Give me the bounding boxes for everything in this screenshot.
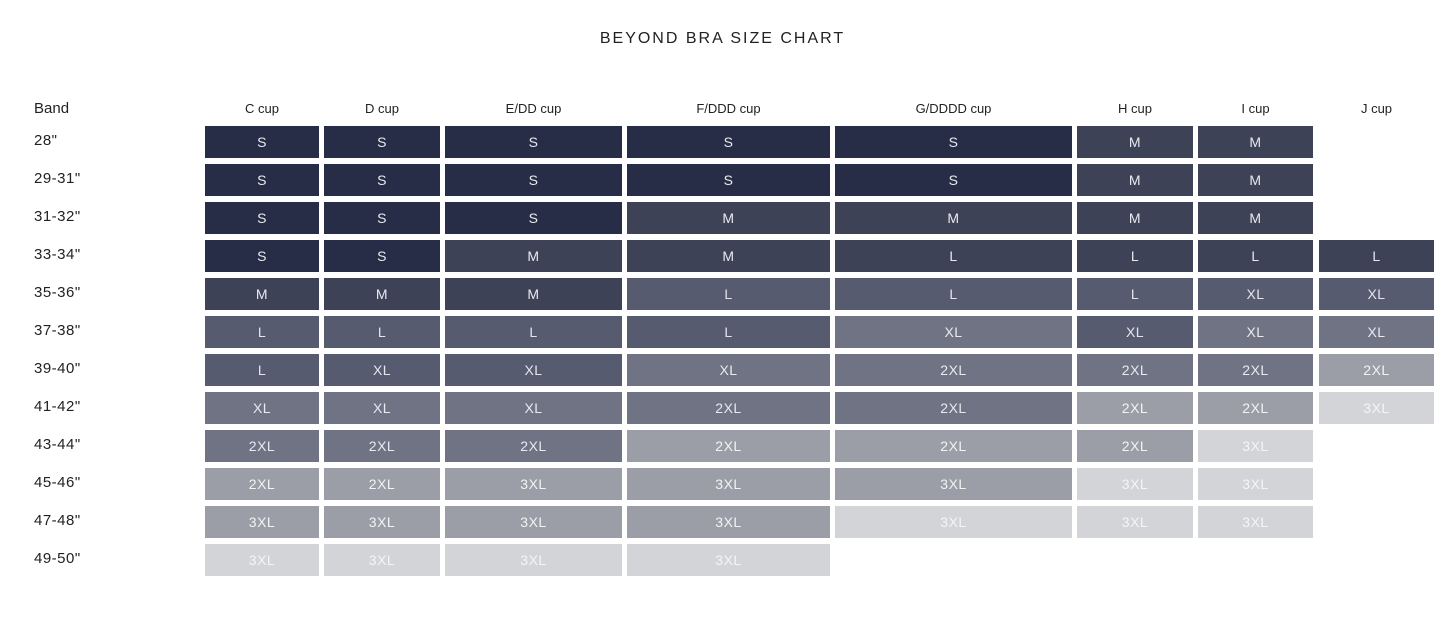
size-cell-r10-c1: 2XL (205, 468, 319, 500)
column-header-1: C cup (245, 101, 279, 116)
size-cell-r3-c2: S (324, 202, 440, 234)
column-header-7: I cup (1241, 101, 1270, 116)
size-cell-r3-c1: S (205, 202, 319, 234)
size-cell-r3-c5: M (835, 202, 1072, 234)
size-cell-r8-c2: XL (324, 392, 440, 424)
size-cell-r4-c4: M (627, 240, 830, 272)
size-cell-r11-c1: 3XL (205, 506, 319, 538)
size-cell-r7-c7: 2XL (1198, 354, 1313, 386)
size-cell-r8-c5: 2XL (835, 392, 1072, 424)
band-label-5: 35-36" (34, 284, 81, 301)
size-cell-r3-c3: S (445, 202, 622, 234)
size-cell-r12-c2: 3XL (324, 544, 440, 576)
size-cell-r8-c1: XL (205, 392, 319, 424)
size-cell-r5-c1: M (205, 278, 319, 310)
band-header: Band (34, 100, 70, 117)
size-cell-r8-c8: 3XL (1319, 392, 1434, 424)
size-cell-r4-c2: S (324, 240, 440, 272)
size-cell-r3-c7: M (1198, 202, 1313, 234)
size-cell-r9-c5: 2XL (835, 430, 1072, 462)
size-cell-r10-c6: 3XL (1077, 468, 1193, 500)
band-label-8: 41-42" (34, 398, 81, 415)
size-cell-r1-c3: S (445, 126, 622, 158)
size-cell-r4-c3: M (445, 240, 622, 272)
size-cell-r2-c6: M (1077, 164, 1193, 196)
size-cell-r9-c7: 3XL (1198, 430, 1313, 462)
band-label-10: 45-46" (34, 474, 81, 491)
band-label-6: 37-38" (34, 322, 81, 339)
size-cell-r3-c6: M (1077, 202, 1193, 234)
size-cell-r6-c2: L (324, 316, 440, 348)
size-cell-r2-c3: S (445, 164, 622, 196)
band-label-3: 31-32" (34, 208, 81, 225)
size-cell-r5-c5: L (835, 278, 1072, 310)
size-cell-r12-c4: 3XL (627, 544, 830, 576)
size-cell-r6-c5: XL (835, 316, 1072, 348)
size-cell-r2-c7: M (1198, 164, 1313, 196)
size-cell-r4-c8: L (1319, 240, 1434, 272)
size-cell-r7-c4: XL (627, 354, 830, 386)
size-cell-r4-c5: L (835, 240, 1072, 272)
size-cell-r2-c1: S (205, 164, 319, 196)
size-cell-r1-c1: S (205, 126, 319, 158)
size-cell-r6-c1: L (205, 316, 319, 348)
size-cell-r7-c2: XL (324, 354, 440, 386)
size-cell-r5-c3: M (445, 278, 622, 310)
size-cell-r10-c3: 3XL (445, 468, 622, 500)
size-cell-r2-c2: S (324, 164, 440, 196)
size-cell-r2-c4: S (627, 164, 830, 196)
size-cell-r9-c3: 2XL (445, 430, 622, 462)
size-cell-r6-c4: L (627, 316, 830, 348)
band-label-1: 28" (34, 132, 58, 149)
band-label-11: 47-48" (34, 512, 81, 529)
size-cell-r8-c6: 2XL (1077, 392, 1193, 424)
size-cell-r11-c2: 3XL (324, 506, 440, 538)
size-cell-r12-c1: 3XL (205, 544, 319, 576)
size-cell-r1-c7: M (1198, 126, 1313, 158)
size-cell-r1-c6: M (1077, 126, 1193, 158)
size-cell-r6-c3: L (445, 316, 622, 348)
size-cell-r5-c6: L (1077, 278, 1193, 310)
band-label-4: 33-34" (34, 246, 81, 263)
size-cell-r7-c8: 2XL (1319, 354, 1434, 386)
size-cell-r7-c5: 2XL (835, 354, 1072, 386)
size-cell-r1-c5: S (835, 126, 1072, 158)
size-cell-r9-c4: 2XL (627, 430, 830, 462)
size-cell-r9-c6: 2XL (1077, 430, 1193, 462)
column-header-4: F/DDD cup (696, 101, 761, 116)
chart-title: BEYOND BRA SIZE CHART (599, 30, 846, 47)
size-cell-r10-c2: 2XL (324, 468, 440, 500)
size-cell-r8-c7: 2XL (1198, 392, 1313, 424)
size-cell-r2-c5: S (835, 164, 1072, 196)
size-cell-r8-c3: XL (445, 392, 622, 424)
size-cell-r10-c4: 3XL (627, 468, 830, 500)
band-label-9: 43-44" (34, 436, 81, 453)
band-label-12: 49-50" (34, 550, 81, 567)
size-cell-r4-c7: L (1198, 240, 1313, 272)
size-cell-r10-c5: 3XL (835, 468, 1072, 500)
size-cell-r6-c6: XL (1077, 316, 1193, 348)
size-cell-r10-c7: 3XL (1198, 468, 1313, 500)
size-cell-r7-c3: XL (445, 354, 622, 386)
size-cell-r1-c2: S (324, 126, 440, 158)
size-cell-r5-c2: M (324, 278, 440, 310)
size-cell-r9-c1: 2XL (205, 430, 319, 462)
column-header-3: E/DD cup (505, 101, 562, 116)
size-cell-r11-c4: 3XL (627, 506, 830, 538)
size-cell-r11-c7: 3XL (1198, 506, 1313, 538)
size-cell-r1-c4: S (627, 126, 830, 158)
size-cell-r11-c5: 3XL (835, 506, 1072, 538)
size-cell-r12-c3: 3XL (445, 544, 622, 576)
size-cell-r6-c7: XL (1198, 316, 1313, 348)
column-header-2: D cup (365, 101, 399, 116)
size-cell-r7-c6: 2XL (1077, 354, 1193, 386)
size-cell-r5-c4: L (627, 278, 830, 310)
size-cell-r9-c2: 2XL (324, 430, 440, 462)
band-label-7: 39-40" (34, 360, 81, 377)
size-cell-r6-c8: XL (1319, 316, 1434, 348)
size-cell-r4-c6: L (1077, 240, 1193, 272)
size-cell-r5-c8: XL (1319, 278, 1434, 310)
size-cell-r3-c4: M (627, 202, 830, 234)
column-header-8: J cup (1360, 101, 1393, 116)
size-cell-r5-c7: XL (1198, 278, 1313, 310)
size-cell-r4-c1: S (205, 240, 319, 272)
column-header-6: H cup (1118, 101, 1152, 116)
size-cell-r11-c3: 3XL (445, 506, 622, 538)
size-cell-r7-c1: L (205, 354, 319, 386)
column-header-5: G/DDDD cup (915, 101, 992, 116)
size-cell-r11-c6: 3XL (1077, 506, 1193, 538)
size-cell-r8-c4: 2XL (627, 392, 830, 424)
band-label-2: 29-31" (34, 170, 81, 187)
